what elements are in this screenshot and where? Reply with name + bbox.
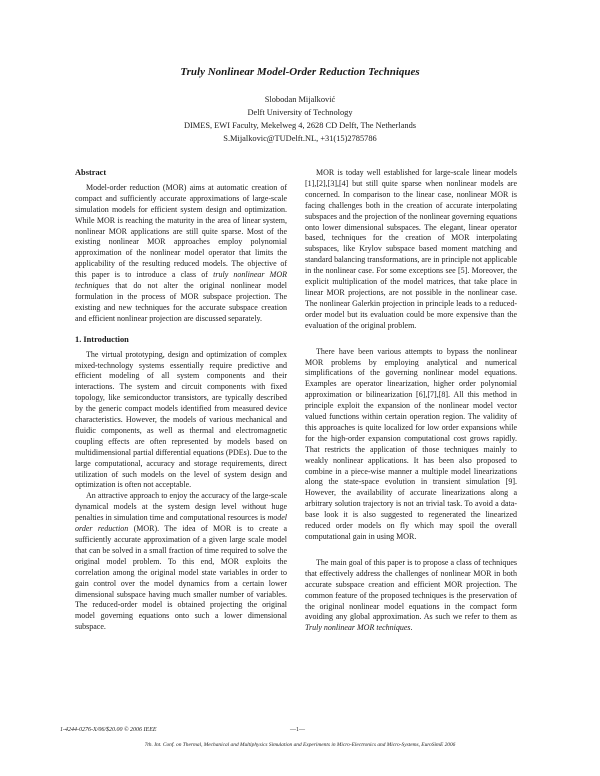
abstract-emphasis: truly nonlinear MOR techniques [75,270,288,291]
intro-paragraph-2: An attractive approach to enjoy the accuracy of the large-scale dynamical models at the system design level without huge penalties in simulation time and computational resources is model order reduction (MOR). The idea of MOR is to create a sufficiently accurate approximation of a given large scale model that can be solved in a small fraction of time required to solve the original model problem. To this end, MOR exploits the correlation among the original model state variables in order to gain control over the model dynamics from a certain lower dimensional subspace having much smaller number of variables. The reduced-order model is obtained projecting the original model governing equations onto such a lower dimensional subspace. [75,491,287,632]
right-paragraph-2: There have been various attempts to bypass the nonlinear MOR problems by employing analytical and numerical simplifications of the governing nonlinear model equations. Examples are operator linearization, higher order polynomial approximation or bilinearization [6],[7],[8]. All this method in principle exploit the expansion of the nonlinear model vector valued functions within certain operation region. The validity of this approaches is quite localized for low order expansions while for the high-order expansion computational cost grows rapidly. That restricts the application of those techniques mainly to weakly nonlinear applications. It has been also proposed to combine in a piece-wise manner a multiple model linearizations along the state-space evolution in transient simulation [9]. However, the availability of accurate linearizations along a arbitrary solution trajectory is not an trivial task. To avoid a data-base look it is also suggested to regenerated the linearized reduced order models on fly which may spoil the overall computational gain in using MOR. [305,346,517,541]
right-emphasis: Truly nonlinear MOR techniques [305,623,411,633]
author-address: DIMES, EWI Faculty, Mekelweg 4, 2628 CD Delft, The Netherlands [183,121,417,130]
introduction-heading: 1. Introduction [75,334,129,344]
left-column [75,168,287,633]
footer-conference: 7th. Int. Conf. on Thermal, Mechanical and Multiphysics Simulation and Experiments in Micro-Electronics and Micro-Systems, EuroSimE 2006 [144,742,456,748]
author-institution: Delft University of Technology [247,108,353,117]
footer-isbn: 1-4244-0276-X/06/$20.00 © 2006 IEEE [60,727,157,733]
paper-title: Truly Nonlinear Model-Order Reduction Techniques [180,66,420,78]
intro-emphasis: model order reduction [75,513,287,534]
abstract-text: Model-order reduction (MOR) aims at automatic creation of compact and sufficiently accurate approximations of large-scale simulation models for efficient system design and optimization. While MOR is reaching the maturity in the area of linear system, nonlinear MOR applications are still quite sparse. Most of the existing nonlinear MOR approaches employ polynomial approximation of the nonlinear model operator that limits the applicability of the resulting reduced models. The objective of this paper is to introduce a class of truly nonlinear MOR techniques that do not alter the original nonlinear model formulation in the process of MOR subspace projection. The existing and new techniques for the accurate subspace creation and efficient nonlinear projection are discussed separately. [75,182,288,323]
footer-copyright [60,727,540,733]
right-column [305,168,517,634]
intro-paragraph-1: The virtual prototyping, design and optimization of complex mixed-technology systems essentially require predictive and efficient modeling of all system components and their interactions. The system and circuit components with fixed topology, like semiconductor transistors, are typically described by the generic compact models identified from measured device characteristics. However, the models of various mechanical and fluidic components, as well as thermal and electromagnetic coupling effects are often represented by models based on multidimensional partial differential equations (PDEs). Due to the large computational, accuracy and storage requirements, direct utilization of such models on the level of system design and optimization is often not acceptable. [75,349,287,490]
page-number: —1— [290,727,305,733]
right-paragraph-3: The main goal of this paper is to propose a class of techniques that effectively address the challenges of nonlinear MOR in both accurate subspace creation and efficient MOR projection. The common feature of the proposed techniques is the preservation of the original nonlinear model equations in the compact form avoiding any global approximation. As such we refer to them as Truly nonlinear MOR techniques. [305,557,517,633]
author-name: Slobodan Mijalković [264,95,336,104]
abstract-heading: Abstract [75,168,107,177]
right-paragraph-1: MOR is today well established for large-scale linear models [1],[2],[3],[4] but still quite sparse when nonlinear models are concerned. In comparison to the linear case, nonlinear MOR is facing challenges both in the creation of accurate interpolating subspaces and the projection of the nonlinear governing equations onto lower dimensional subspaces. The elegant, linear operator based, techniques for the creation of MOR interpolating subspaces, like Krylov subspace based moment matching and standard balancing transformations, are in principle not applicable in the nonlinear case. For some exceptions see [5]. Moreover, the explicit multiplication of the model matrices, that take place in linear MOR projections, are not possible in the nonlinear case. The nonlinear Galerkin projection in principle leads to a reduced-order model but its evaluation could be more expensive than the evaluation of the original problem. [305,168,517,330]
author-contact: S.Mijalkovic@TUDelft.NL, +31(15)2785786 [223,134,377,143]
